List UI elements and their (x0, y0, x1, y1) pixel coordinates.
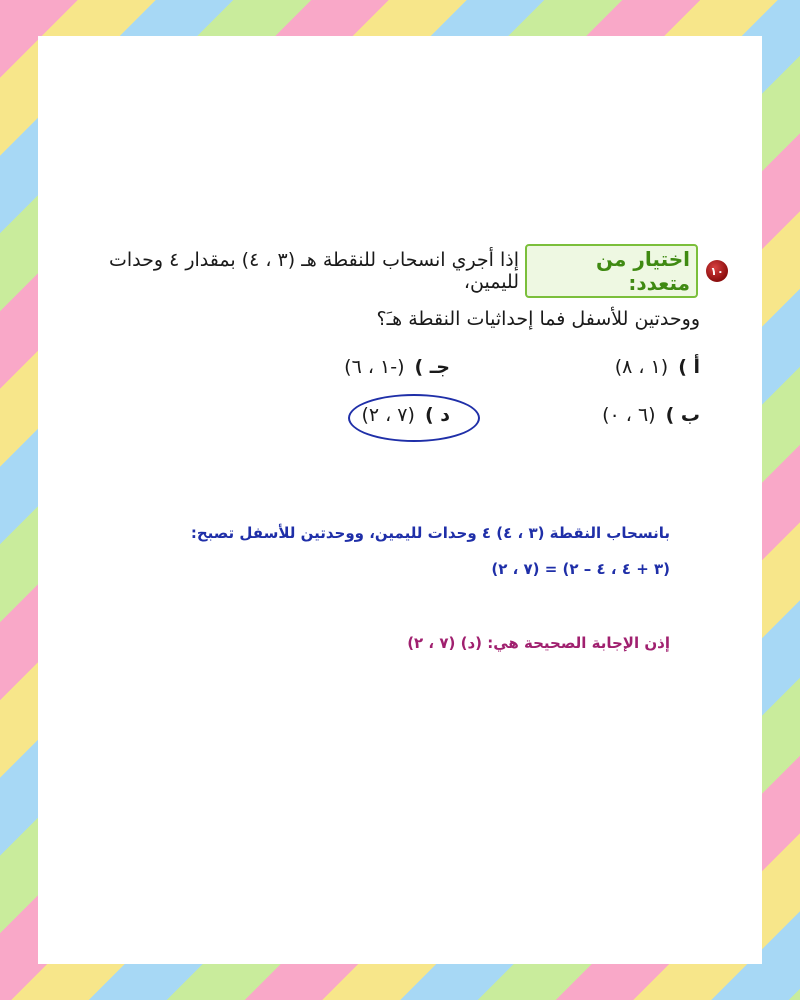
option-c-letter: جـ ) (414, 356, 450, 378)
question-number-badge: ١٠ (706, 260, 728, 282)
option-b[interactable] (602, 404, 700, 426)
question-card (38, 36, 762, 964)
question-text-line1: إذا أجري انسحاب للنقطة هـ (٣ ، ٤) بمقدار ٤ وحدات لليمين، (108, 249, 520, 293)
option-b-value: (٦ ، ٠) (602, 404, 656, 426)
solution-line1: بانسحاب النقطة (٣ ، ٤) ٤ وحدات لليمين، ووحدتين للأسفل تصبح: (190, 524, 670, 542)
option-d-value: (٧ ، ٢) (361, 404, 415, 426)
question-type-label: اختيار من متعدد: (525, 244, 698, 298)
option-a-letter: أ ) (678, 356, 700, 378)
final-answer: إذن الإجابة الصحيحة هي: (د) (٧ ، ٢) (407, 634, 670, 652)
question-text-line2: ووحدتين للأسفل فما إحداثيات النقطة هـَ؟ (376, 308, 700, 330)
option-c[interactable] (344, 356, 450, 378)
solution-line2: (٣ + ٤ ، ٤ – ٢) = (٧ ، ٢) (491, 560, 670, 578)
option-a[interactable] (615, 356, 700, 378)
question-header (64, 244, 728, 298)
correct-answer-circle (348, 394, 480, 442)
option-d-letter: د ) (424, 404, 450, 426)
option-b-letter: ب ) (665, 404, 700, 426)
option-a-value: (١ ، ٨) (614, 356, 669, 378)
option-c-value: (-١ ، ٦) (344, 356, 405, 378)
